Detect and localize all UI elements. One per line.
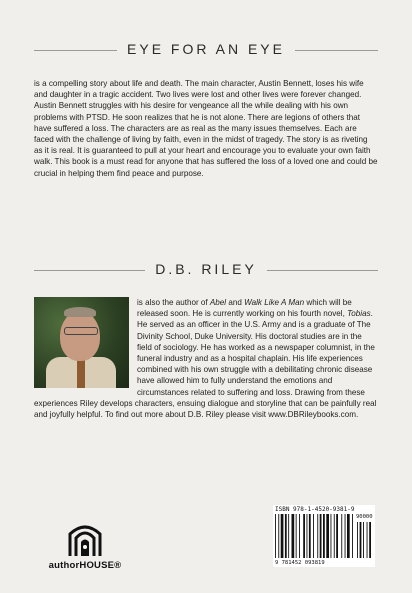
isbn-barcode <box>273 505 375 567</box>
isbn-label: ISBN 978-1-4520-9381-9 <box>275 506 355 513</box>
author-name-text: D.B. RILEY <box>145 261 267 277</box>
barcode-icon <box>275 514 373 560</box>
bio-part-3: which will be released soon. He is currently working on his fourth novel, <box>137 298 352 319</box>
author-heading <box>0 261 412 277</box>
authorhouse-emblem-icon <box>40 516 130 560</box>
author-bio-section <box>34 297 378 420</box>
book-title-text: EYE FOR AN EYE <box>117 41 295 57</box>
isbn-price-addon: 90000 <box>356 514 373 520</box>
bio-part-1: is also the author of <box>137 298 210 307</box>
bio-part-2: and <box>226 298 245 307</box>
bio-book-walk-like-a-man: Walk Like A Man <box>244 298 305 307</box>
isbn-number: 9 781452 093819 <box>275 560 325 566</box>
bio-part-4: . He served as an officer in the U.S. Army and is a graduate of The Divinity School, Duke University. His doctoral studies are in the field of sociology. He has worked as a newspaper columnist, in the funeral industry and as a hospital chaplain. His life experiences combined with his own struggle with a debilitating chronic disease have allowed him to fully understand the emotions and circumstances related to suffering and loss. Drawing from these experiences Riley develops characters, ensuing dialogue and storyline that can be painfully real and joyfully helpful. To find out more about D.B. Riley please visit www.DBRileybooks.com. <box>34 309 377 420</box>
publisher-logo <box>40 516 130 576</box>
publisher-name: authorHOUSE® <box>48 560 122 571</box>
bio-book-abel: Abel <box>209 298 227 307</box>
book-title-heading <box>0 41 412 57</box>
author-photo <box>34 297 129 388</box>
bio-book-tobias: Tobias <box>347 309 371 319</box>
book-description: is a compelling story about life and death. The main character, Austin Bennett, loses his wife and daughter in a tragic accident. Two lives were lost and other lives were forever changed. Austin Bennett struggles with his desire for vengeance all the while dealing with his own problems with PTSD. He soon realizes that he is not alone. There are legions of others that have suffered a loss. The characters are as real as the many issues themselves. Each are faced with the challenge of living by faith, even in the midst of tragedy. The story is as riveting as it is real. It is guaranteed to pull at your heart and encourage you to evaluate your own faith walk. This book is a must read for anyone that has suffered the loss of a loved one and could be crucial in helping them find peace and purpose. <box>34 79 378 178</box>
